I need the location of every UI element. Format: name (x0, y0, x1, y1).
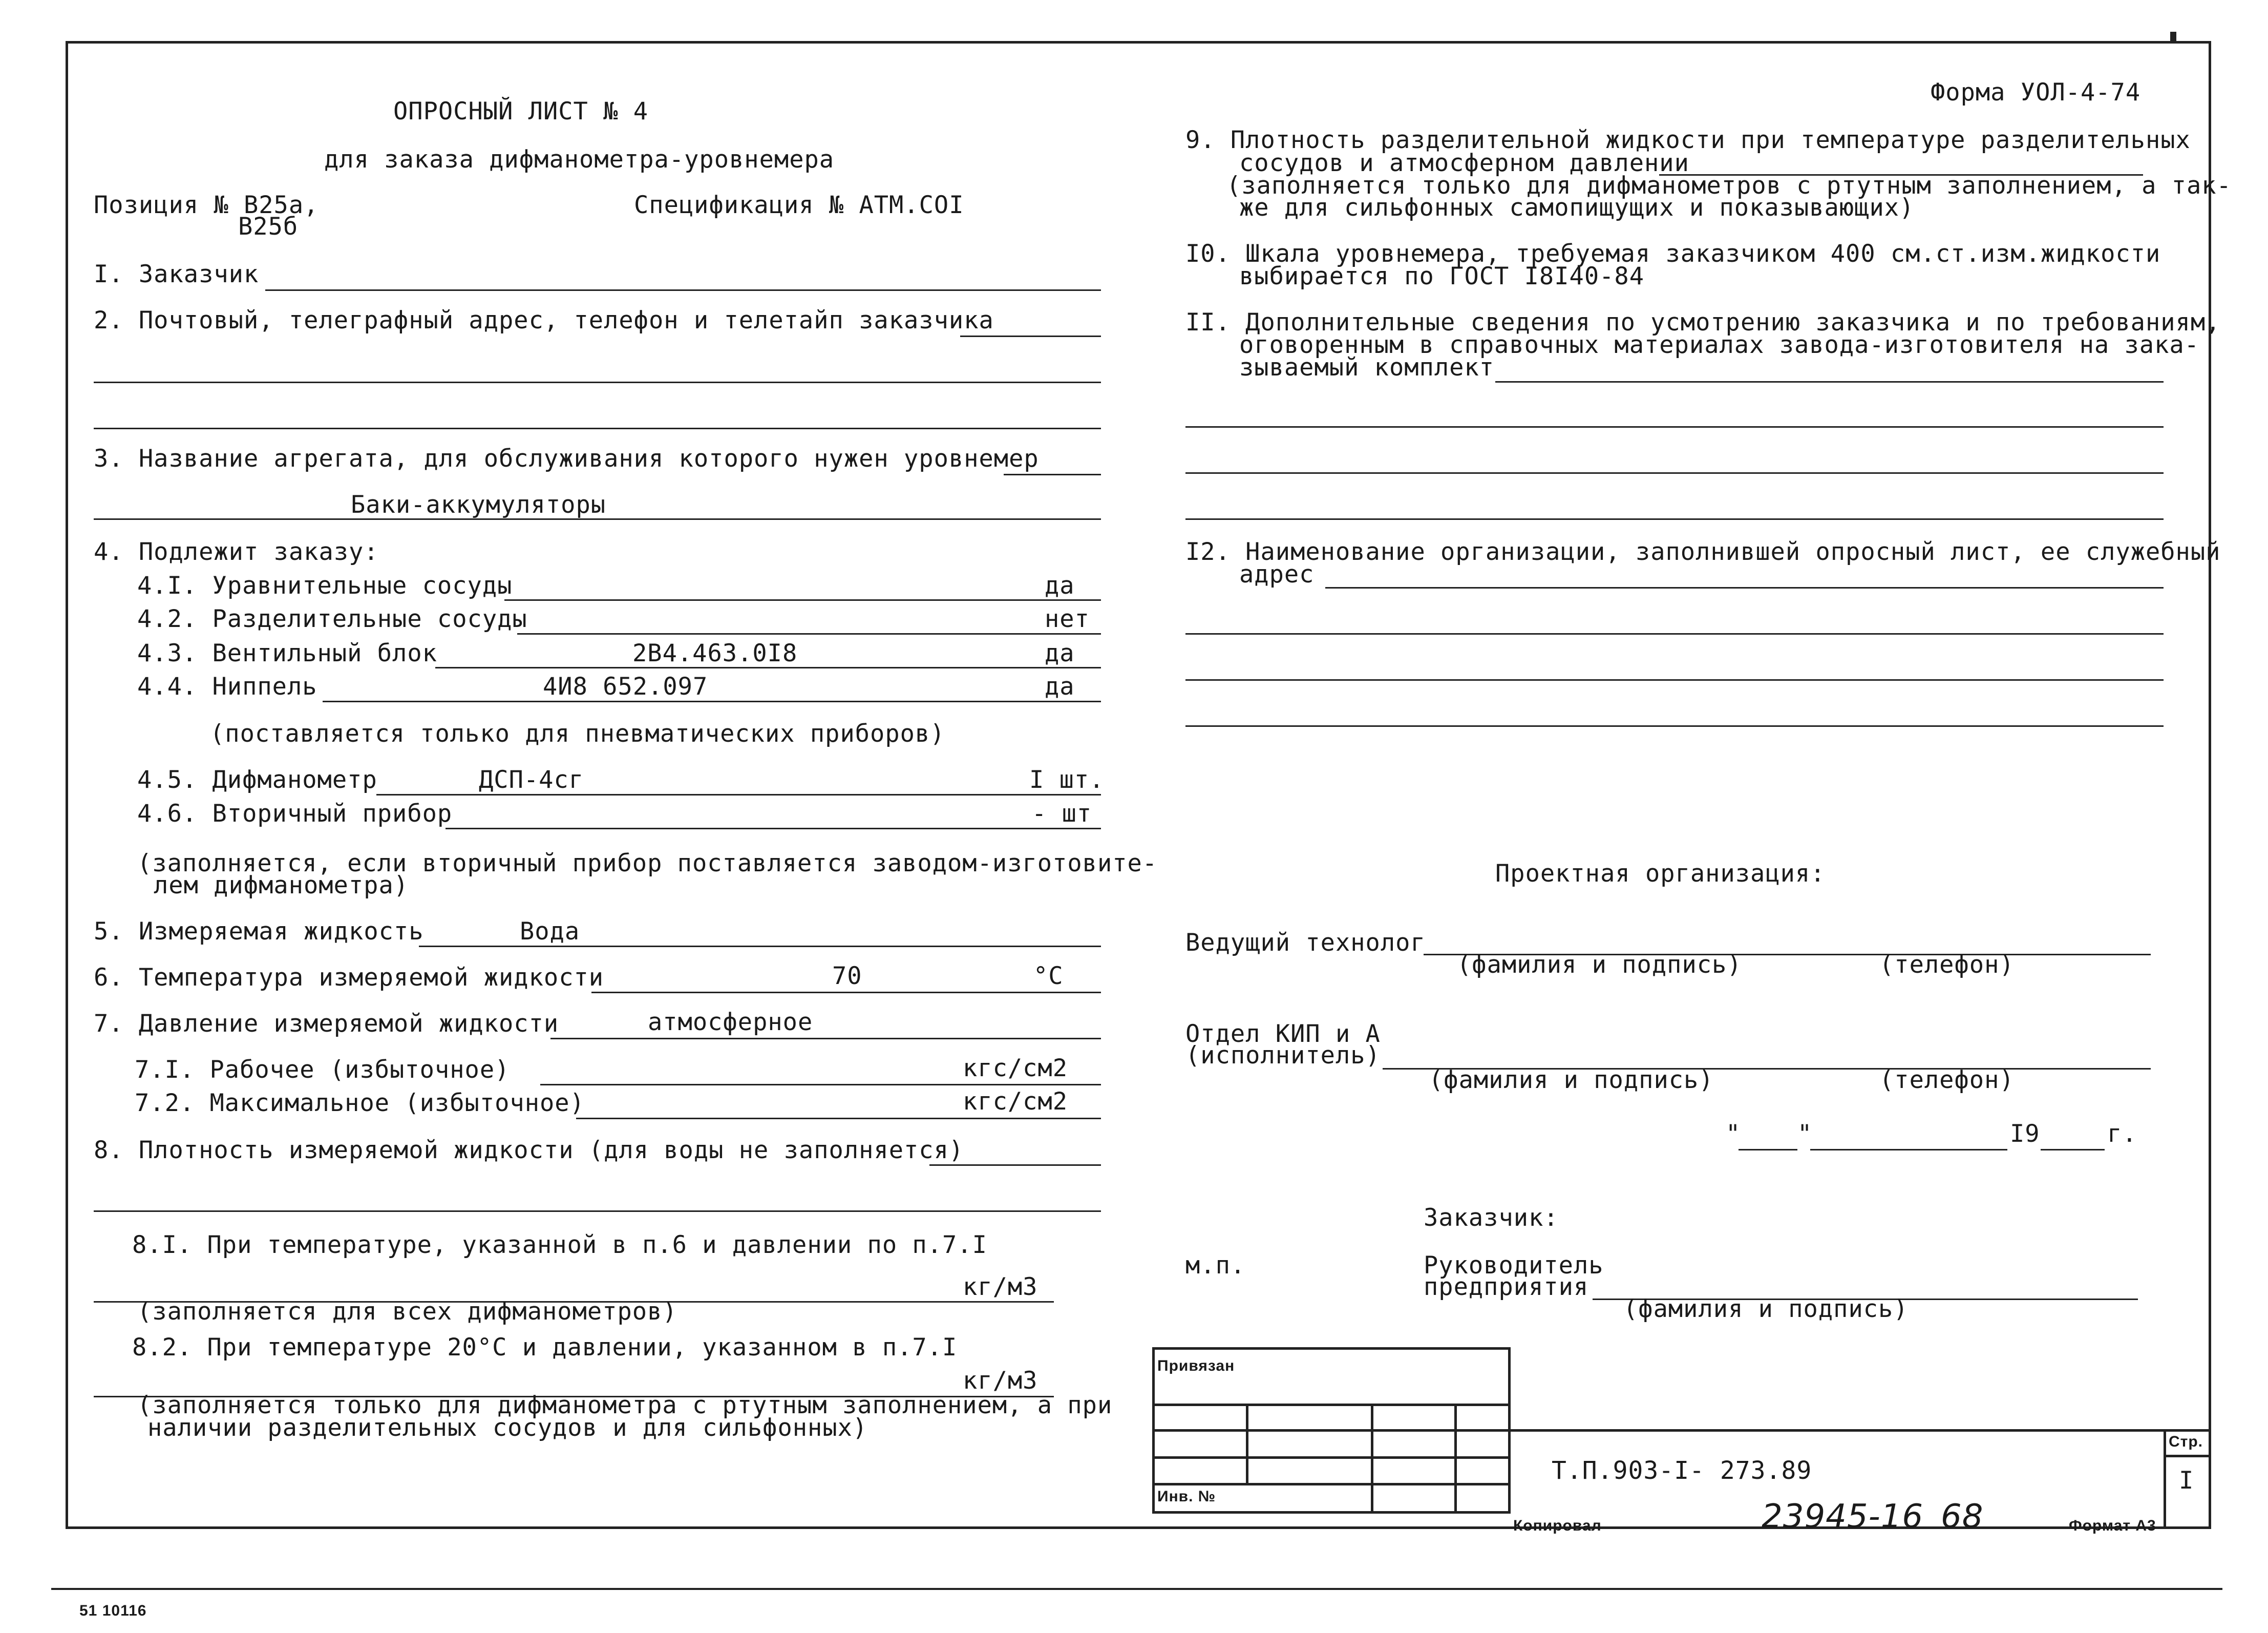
item-8-2-label: 8.2. При температуре 20°С и давлении, указанном в п.7.I (132, 1333, 958, 1362)
item-8-line (929, 1164, 1101, 1166)
dept-sig-phone: (телефон) (1879, 1066, 2015, 1094)
item-12-line-1: I2. Наименование организации, заполнившей опросный лист, ее служебный (1185, 538, 2221, 566)
page-number: I (2179, 1467, 2194, 1495)
item-11-line-1: II. Дополнительные сведения по усмотрению заказчика и по требованиям, (1185, 308, 2221, 337)
item-9-line-2: сосудов и атмосферном давлении (1239, 149, 1689, 177)
item-3-value: Баки-аккумуляторы (351, 491, 606, 519)
item-9-line-1: 9. Плотность разделительной жидкости при температуре разделительных (1185, 126, 2191, 154)
item-7-1-label: 7.I. Рабочее (избыточное) (135, 1056, 510, 1084)
dept-kip: Отдел КИП и А (1185, 1020, 1381, 1048)
head-sig-name: (фамилия и подпись) (1623, 1295, 1909, 1323)
item-7-1-line (540, 1084, 1101, 1085)
item-7-2-line (576, 1118, 1101, 1119)
stamp-row-2 (1152, 1429, 1511, 1432)
item-8-2-unit: кг/м3 (963, 1367, 1038, 1395)
position-label: Позиция № B25a, (94, 191, 319, 219)
form-subtitle: для заказа дифманометра-уровнемера (324, 145, 835, 174)
customer-label: Заказчик: (1424, 1204, 1559, 1232)
title-block-top (1511, 1429, 2211, 1432)
item-4-6-note-1: (заполняется, если вторичный прибор поставляется заводом-изготовите- (137, 849, 1158, 877)
item-8-1-note: (заполняется для всех дифманометров) (137, 1297, 677, 1326)
item-4-6-label: 4.6. Вторичный прибор (137, 800, 453, 828)
item-3-line (1004, 474, 1101, 475)
item-4-5-code: ДСП-4сг (479, 766, 584, 794)
item-2-line-2 (94, 382, 1101, 383)
item-4-5-label: 4.5. Дифманометр (137, 766, 377, 794)
item-6-temperature: 6. Температура измеряемой жидкости (94, 964, 604, 992)
mp-stamp-label: м.п. (1185, 1251, 1246, 1280)
specification-label: Спецификация № АТМ.СОI (634, 191, 964, 219)
format-label: Формат А3 (2069, 1517, 2156, 1534)
item-9-line-3: (заполняется только для дифманометров с ртутным заполнением, а так- (1226, 172, 2232, 200)
head-label-1: Руководитель (1424, 1251, 1604, 1280)
dept-sig-name: (фамилия и подпись) (1429, 1066, 1714, 1094)
item-4-5-value: I шт. (1029, 766, 1105, 794)
form-code: Форма УОЛ-4-74 (1931, 78, 2141, 107)
item-7-pressure: 7. Давление измеряемой жидкости (94, 1010, 559, 1038)
item-4-4-code: 4И8 652.097 (543, 673, 708, 701)
date-year-prefix: I9 (2010, 1120, 2040, 1148)
item-8-density: 8. Плотность измеряемой жидкости (для воды не заполняется) (94, 1136, 964, 1164)
date-year-line (2041, 1149, 2105, 1150)
stamp-inventory: Инв. № (1157, 1488, 1216, 1505)
item-4-2-label: 4.2. Разделительные сосуды (137, 605, 527, 633)
corner-mark (2170, 32, 2176, 41)
item-8-1-label: 8.I. При температуре, указанной в п.6 и давлении по п.7.I (132, 1231, 987, 1259)
date-month-line (1810, 1149, 2007, 1150)
page-label: Стр. (2169, 1433, 2203, 1450)
item-4-note: (поставляется только для пневматических приборов) (210, 720, 945, 748)
item-11-line-2: оговоренным в справочных материалах завода-изготовителя на зака- (1239, 331, 2199, 359)
item-7-line (550, 1038, 1101, 1039)
document-code: Т.П.903-I- 273.89 (1552, 1456, 1812, 1485)
item-4-3-label: 4.3. Вентильный блок (137, 639, 437, 667)
item-4-4-line (323, 701, 1101, 702)
item-1-line (265, 289, 1101, 291)
lead-tech-sig-phone: (телефон) (1879, 951, 2015, 979)
item-7-2-unit: кгс/см2 (963, 1087, 1068, 1116)
item-12-line-2 (1185, 633, 2164, 635)
item-12-line (1325, 587, 2164, 589)
item-2-address: 2. Почтовый, телеграфный адрес, телефон и телетайп заказчика (94, 306, 994, 334)
date-day-line (1739, 1149, 1797, 1150)
item-11-line-3: зываемый комплект (1239, 353, 1495, 382)
item-4-1-value: да (1045, 572, 1075, 600)
item-4-6-value: - шт (1032, 800, 1092, 828)
item-4-2-value: нет (1045, 605, 1090, 633)
footer-rule (51, 1588, 2222, 1590)
item-2-line (960, 336, 1101, 337)
stamp-col-3 (1454, 1404, 1457, 1514)
stamp-row-4 (1152, 1483, 1511, 1485)
item-4-order: 4. Подлежит заказу: (94, 538, 379, 566)
item-4-1-line (504, 599, 1101, 601)
item-7-value: атмосферное (648, 1008, 813, 1036)
date-g: г. (2107, 1120, 2137, 1148)
item-3-unit-name: 3. Название агрегата, для обслуживания которого нужен уровнемер (94, 445, 1039, 473)
item-6-value: 70 (832, 962, 862, 990)
item-12-line-3 (1185, 679, 2164, 681)
item-9-line-4: же для сильфонных самопищущих и показывающих) (1239, 194, 1915, 222)
item-6-line (591, 992, 1101, 993)
item-5-value: Вода (520, 917, 580, 946)
item-8-2-note-1: (заполняется только для дифманометра с ртутным заполнением, а при (137, 1391, 1113, 1419)
item-1-customer: I. Заказчик (94, 260, 259, 288)
copied-label: Копировал (1513, 1517, 1602, 1534)
item-4-6-note-2: лем дифманометра) (154, 871, 409, 899)
stamp-privyazan: Привязан (1157, 1357, 1235, 1374)
item-8-line-2 (94, 1210, 1101, 1212)
item-7-1-unit: кгс/см2 (963, 1054, 1068, 1082)
item-6-unit: °С (1033, 962, 1064, 990)
item-4-3-value: да (1045, 639, 1075, 667)
item-4-5-line (376, 794, 1101, 795)
item-8-1-unit: кг/м3 (963, 1273, 1038, 1301)
item-11-line-2 (1185, 426, 2164, 428)
date-quote-open: " (1726, 1120, 1741, 1148)
stamp-col-1 (1246, 1404, 1248, 1483)
item-10-line-2: выбирается по ГОСТ I8I40-84 (1239, 262, 1645, 290)
item-11-line-3 (1185, 472, 2164, 474)
item-10-line-1: I0. Шкала уровнемера, требуемая заказчиком 400 см.ст.изм.жидкости (1185, 240, 2161, 268)
stamp-col-2 (1371, 1404, 1373, 1514)
item-4-4-value: да (1045, 673, 1075, 701)
item-7-2-label: 7.2. Максимальное (избыточное) (135, 1089, 585, 1117)
position-label-2: B25б (238, 213, 299, 241)
item-11-line-4 (1185, 518, 2164, 520)
stamp-row-3 (1152, 1456, 1511, 1459)
item-5-liquid: 5. Измеряемая жидкость (94, 917, 424, 946)
handwritten-page: 68 (1941, 1498, 1984, 1536)
lead-tech-sig-name: (фамилия и подпись) (1457, 951, 1742, 979)
lead-technologist: Ведущий технолог (1185, 929, 1426, 957)
item-4-4-label: 4.4. Ниппель (137, 673, 317, 701)
item-4-6-line (446, 828, 1101, 829)
item-3-value-line (94, 518, 1101, 520)
head-label-2: предприятия (1424, 1273, 1589, 1301)
page-cell-left (2164, 1429, 2166, 1529)
item-11-line (1495, 381, 2164, 383)
item-4-1-label: 4.I. Уравнительные сосуды (137, 572, 513, 600)
item-4-2-line (517, 633, 1101, 635)
page-cell-divider (2164, 1455, 2211, 1457)
dept-executor: (исполнитель) (1185, 1041, 1381, 1070)
item-8-2-note-2: наличии разделительных сосудов и для сильфонных) (147, 1414, 868, 1442)
item-5-line (419, 946, 1101, 947)
item-2-line-3 (94, 428, 1101, 429)
item-12-line-4 (1185, 725, 2164, 727)
date-quote-close: " (1797, 1120, 1813, 1148)
stamp-row-1 (1152, 1404, 1511, 1406)
project-organization: Проектная организация: (1495, 860, 1826, 888)
footer-code: 51 10116 (79, 1602, 147, 1619)
item-4-3-code: 2B4.463.0I8 (632, 639, 798, 667)
form-title: ОПРОСНЫЙ ЛИСТ № 4 (393, 97, 649, 125)
handwritten-number: 23945-16 (1762, 1498, 1924, 1536)
item-12-line-2: адрес (1239, 560, 1315, 589)
